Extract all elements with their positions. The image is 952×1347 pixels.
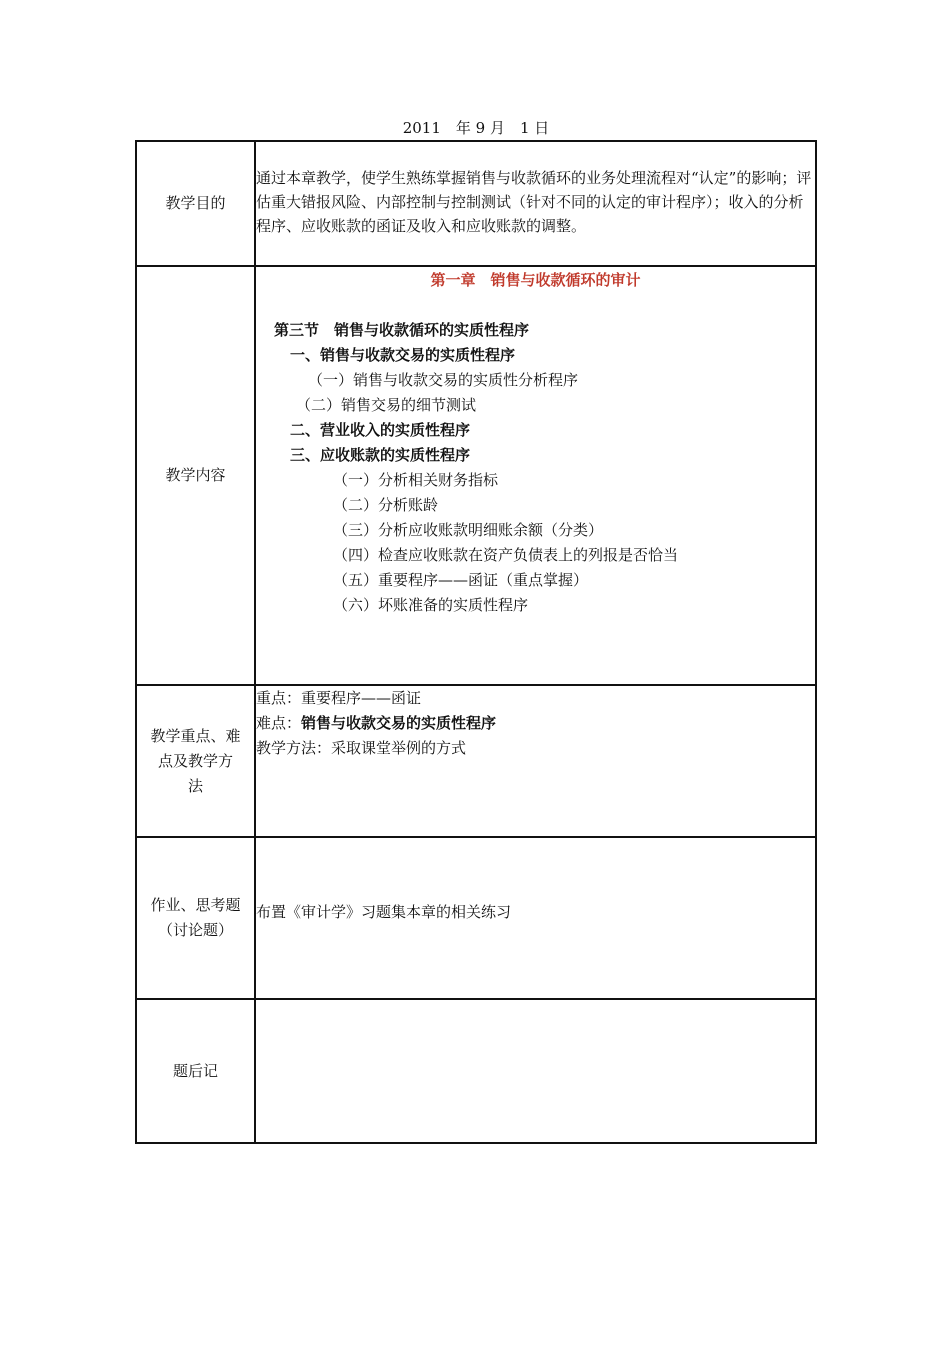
part3-item: （三）分析应收账款明细账余额（分类）: [333, 521, 604, 539]
part3-item: （六）坏账准备的实质性程序: [333, 596, 529, 614]
difficulty-prefix: 难点：: [256, 714, 302, 732]
homework-label-line: （讨论题）: [157, 921, 233, 939]
lesson-plan-table: [135, 140, 817, 1144]
content-cell: [255, 266, 816, 685]
homework-cell: [255, 837, 816, 999]
part3-heading: 三、应收账款的实质性程序: [290, 446, 471, 464]
postscript-label: 题后记: [136, 999, 255, 1143]
objective-label: 教学目的: [136, 141, 255, 266]
part1-subitem: （一）销售与收款交易的实质性分析程序: [308, 371, 579, 389]
difficulty-line: [256, 711, 815, 736]
homework-text: 布置《审计学》习题集本章的相关练习: [256, 902, 512, 921]
chapter-title: 第一章 销售与收款循环的审计: [430, 271, 641, 289]
objective-row: [136, 141, 816, 266]
part3-item: （一）分析相关财务指标: [333, 471, 499, 489]
part2-heading: 二、营业收入的实质性程序: [290, 421, 471, 439]
postscript-cell[interactable]: [255, 999, 816, 1143]
focus-cell: [255, 685, 816, 837]
content-row: [136, 266, 816, 685]
part3-item: （五）重要程序——函证（重点掌握）: [333, 571, 589, 589]
part1-subitem: （二）销售交易的细节测试: [296, 396, 477, 414]
part3-item: （二）分析账龄: [333, 496, 439, 514]
content-label: 教学内容: [136, 266, 255, 685]
teaching-method: 教学方法：采取课堂举例的方式: [256, 739, 467, 757]
focus-row: [136, 685, 816, 837]
postscript-row: [136, 999, 816, 1143]
focus-label-line: 点及教学方: [157, 751, 233, 770]
part3-item: （四）检查应收账款在资产负债表上的列报是否恰当: [333, 546, 679, 564]
section-heading: 第三节 销售与收款循环的实质性程序: [274, 321, 530, 339]
homework-row: [136, 837, 816, 999]
objective-text: 通过本章教学，使学生熟练掌握销售与收款循环的业务处理流程对“认定”的影响；评估重大错报风险、内部控制与控制测试（针对不同的认定的审计程序）；收入的分析程序、应收账款的函证及收入和应收账款的调整。: [256, 169, 812, 235]
key-point: 重点：重要程序——函证: [256, 689, 422, 707]
objective-cell: [255, 141, 816, 266]
part1-heading: 一、销售与收款交易的实质性程序: [290, 346, 516, 364]
focus-label: [136, 685, 255, 837]
lesson-date: 2011 年 9 月 1 日: [402, 119, 550, 137]
homework-label-line: 作业、思考题: [150, 896, 241, 914]
focus-label-line: 教学重点、难: [150, 726, 241, 745]
difficulty-text: 销售与收款交易的实质性程序: [301, 714, 497, 732]
focus-label-line: 法: [187, 776, 203, 795]
homework-label: [136, 837, 255, 999]
